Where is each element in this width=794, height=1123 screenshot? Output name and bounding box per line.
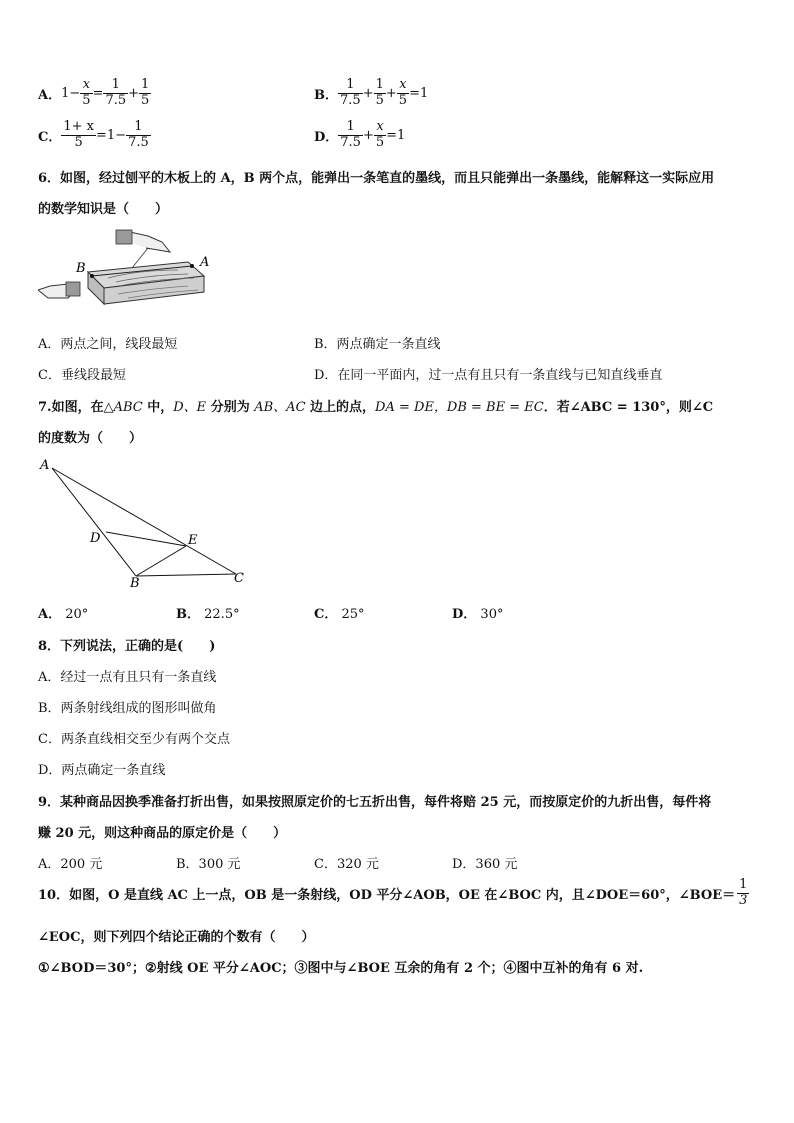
q7-option-b[interactable]: B． 22.5° <box>176 607 240 622</box>
fraction: $\frac{1}{7.5}$ <box>105 77 127 108</box>
option-label: B． <box>314 87 338 103</box>
q9-option-a[interactable]: A．200 元 <box>38 857 103 872</box>
q7-stem-line2: 的度数为（ ） <box>38 431 143 446</box>
q8-option-a[interactable]: A．经过一点有且只有一条直线 <box>38 670 217 685</box>
expr-text: = <box>92 85 104 101</box>
fraction: $\frac{x}{5}$ <box>82 77 91 108</box>
expr-text: =1− <box>96 127 127 143</box>
expr-text: 1− <box>61 85 81 101</box>
expr-text: =1 <box>409 85 429 101</box>
vertex-b-label: B <box>130 576 140 588</box>
expr-text: + <box>128 85 140 101</box>
expr-text: + <box>385 85 397 101</box>
fraction: $\frac{1}{7.5}$ <box>340 77 361 108</box>
q10-statements: ①∠BOD＝30°；②射线 OE 平分∠AOC；③图中与∠BOE 互余的角有 2 个；④图中互补的角有 6 对. <box>38 961 644 976</box>
expr-text: + <box>362 127 374 143</box>
q8-option-b[interactable]: B．两条射线组成的图形叫做角 <box>38 701 217 716</box>
expr-text: =1 <box>386 127 406 143</box>
q7-stem-line1: 7.如图，在△ABC 中，D、E 分别为 AB、AC 边上的点，DA = DE，DB = BE = EC．若∠ABC = 130°，则∠C <box>38 400 714 415</box>
q6-option-c[interactable]: C．垂线段最短 <box>38 368 126 383</box>
vertex-a-label: A <box>40 458 50 473</box>
q6-option-d[interactable]: D．在同一平面内，过一点有且只有一条直线与已知直线垂直 <box>314 368 663 383</box>
q8-option-c[interactable]: C．两条直线相交至少有两个交点 <box>38 732 230 747</box>
q5-option-b[interactable] <box>314 78 428 109</box>
fraction: $\frac{1}{7.5}$ <box>340 119 361 150</box>
fraction: $\frac{1+ x}{5}$ <box>63 119 94 150</box>
option-label: D． <box>314 129 339 145</box>
option-label: C． <box>38 129 62 145</box>
point-a-label: A <box>200 255 210 270</box>
q6-option-b[interactable]: B．两点确定一条直线 <box>314 337 441 352</box>
q7-option-d[interactable]: D． 30° <box>452 607 504 622</box>
q6-option-a[interactable]: A．两点之间，线段最短 <box>38 337 178 352</box>
q6-stem-line2: 的数学知识是（ ） <box>38 202 169 217</box>
q10-stem-line1: 10．如图，O 是直线 AC 上一点，OB 是一条射线，OD 平分∠AOB，OE 在∠BOC 内，且∠DOE＝60°，∠BOE＝ $\frac{1}{3}$ <box>38 877 748 908</box>
q7-option-c[interactable]: C． 25° <box>314 607 365 622</box>
point-b-label: B <box>76 261 86 276</box>
q10-stem-line2: ∠EOC，则下列四个结论正确的个数有（ ） <box>38 930 315 945</box>
q8-stem: 8．下列说法，正确的是( ) <box>38 639 216 654</box>
q9-stem-line2: 赚 20 元，则这种商品的原定价是（ ） <box>38 826 287 841</box>
q7-option-a[interactable]: A． 20° <box>38 607 89 622</box>
q6-stem-line1: 6．如图，经过刨平的木板上的 A，B 两个点，能弹出一条笔直的墨线，而且只能弹出一条墨线，能解释这一实际应用 <box>38 171 715 186</box>
q6-wood-board-figure <box>38 226 210 308</box>
vertex-e-label: E <box>188 533 198 548</box>
vertex-d-label: D <box>90 531 101 546</box>
fraction: $\frac{1}{5}$ <box>375 77 384 108</box>
expr-text: + <box>362 85 374 101</box>
fraction: $\frac{1}{7.5}$ <box>128 119 149 150</box>
q8-option-d[interactable]: D．两点确定一条直线 <box>38 763 166 778</box>
q9-option-b[interactable]: B．300 元 <box>176 857 241 872</box>
option-label: A． <box>38 87 62 103</box>
fraction: $\frac{x}{5}$ <box>398 77 408 108</box>
q9-stem-line1: 9．某种商品因换季准备打折出售，如果按照原定价的七五折出售，每件将赔 25 元，而按原定价的九折出售，每件将 <box>38 795 712 810</box>
q5-option-a[interactable] <box>38 78 151 109</box>
q9-option-d[interactable]: D．360 元 <box>452 857 518 872</box>
fraction: $\frac{1}{3}$ <box>739 877 748 908</box>
q7-triangle-figure <box>36 454 252 588</box>
fraction: $\frac{1}{5}$ <box>141 77 150 108</box>
fraction: $\frac{x}{5}$ <box>375 119 385 150</box>
q5-option-d[interactable] <box>314 120 405 151</box>
q9-option-c[interactable]: C．320 元 <box>314 857 379 872</box>
q5-option-c[interactable] <box>38 120 151 151</box>
vertex-c-label: C <box>234 571 244 586</box>
